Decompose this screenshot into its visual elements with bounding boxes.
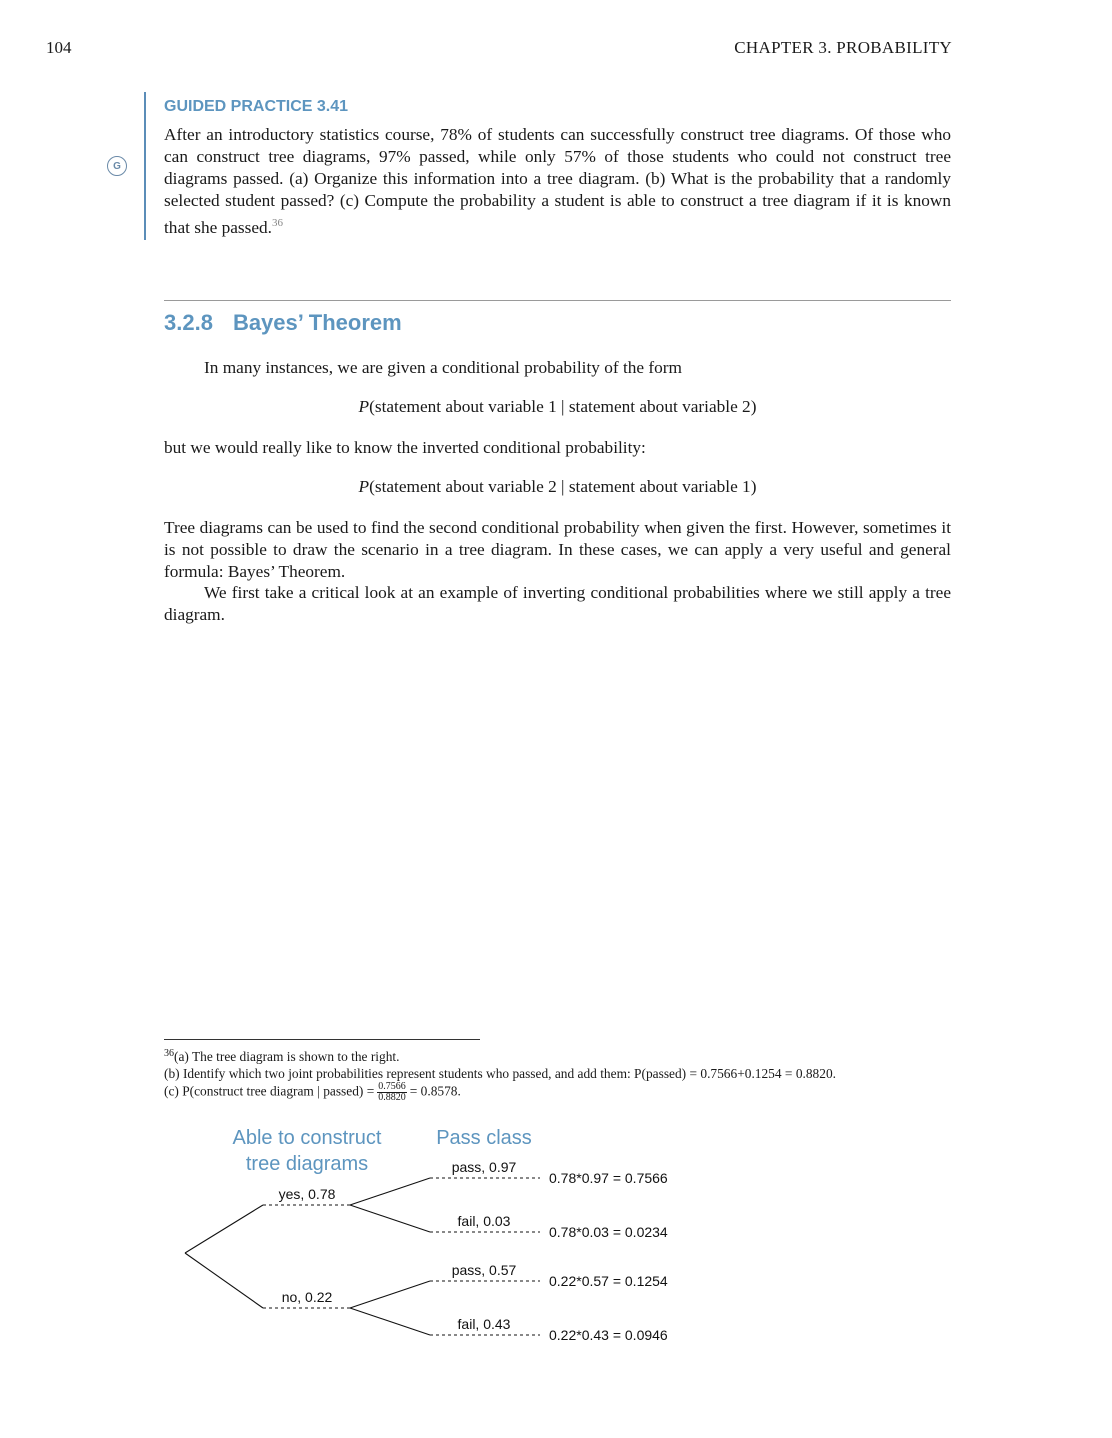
branch-no-pass — [350, 1281, 430, 1308]
guided-practice-badge-icon: G — [107, 156, 127, 176]
footnote-reference[interactable]: 36 — [271, 217, 283, 229]
branch-root-no — [185, 1253, 263, 1308]
formula-inverted-text: (statement about variable 2 | statement about variable 1) — [369, 477, 757, 496]
body-paragraph-2: We first take a critical look at an example of inverting conditional probabilities where we still apply a tree diagram. — [164, 583, 951, 624]
footnote-marker: 36 — [164, 1048, 174, 1059]
guided-practice-text: After an introductory statistics course, 78% of students can successfully construct tree diagrams. Of those who can construct tree diagrams, 97% passed, while only 57% of those students who could not construct tree diagrams passed. (a) Organize this information into a tree diagram. (b) What is the probability that a randomly selected student passed? (c) Compute the probability a student is able to construct a tree diagram if it is known that she passed. — [164, 125, 951, 237]
formula-symbol: P — [358, 477, 370, 496]
tree-diagram — [150, 1120, 770, 1360]
between-paragraph: but we would really like to know the inverted conditional probability: — [164, 438, 646, 457]
section-heading — [164, 310, 402, 336]
formula-forward-text: (statement about variable 1 | statement about variable 2) — [369, 397, 757, 416]
formula-forward — [164, 397, 951, 417]
fraction — [377, 1082, 407, 1103]
joint-probability-3: 0.22*0.57 = 0.1254 — [549, 1273, 668, 1289]
branch-no-fail — [350, 1308, 430, 1335]
tree-header-right: Pass class — [436, 1127, 532, 1149]
branch-yes-pass — [350, 1178, 430, 1205]
branch-label-no-pass: pass, 0.57 — [451, 1262, 517, 1278]
fraction-numerator: 0.7566 — [378, 1081, 406, 1092]
joint-probability-4: 0.22*0.43 = 0.0946 — [549, 1327, 668, 1343]
branch-label-no: no, 0.22 — [281, 1289, 333, 1305]
footnote — [164, 1045, 954, 1103]
formula-inverted — [164, 477, 951, 497]
tree-header-left-line1: Able to construct — [232, 1127, 382, 1149]
branch-label-no-fail: fail, 0.43 — [457, 1316, 511, 1332]
intro-paragraph: In many instances, we are given a conditional probability of the form — [204, 358, 682, 377]
fraction-denominator: 0.8820 — [378, 1092, 406, 1103]
footnote-line-c: (c) P(construct tree diagram | passed) = $\frac{0.7566}{0.8820}$ = 0.8578. — [164, 1081, 461, 1103]
branch-yes-fail — [350, 1205, 430, 1232]
branch-label-yes-fail: fail, 0.03 — [457, 1213, 511, 1229]
branch-label-yes-pass: pass, 0.97 — [451, 1159, 517, 1175]
guided-practice-title: GUIDED PRACTICE 3.41 — [164, 98, 349, 115]
section-title: Bayes’ Theorem — [232, 310, 402, 335]
guided-practice-body — [164, 124, 951, 239]
formula-symbol: P — [358, 397, 370, 416]
tree-header-left-line2: tree diagrams — [245, 1153, 369, 1175]
footnote-rule — [164, 1039, 480, 1040]
branch-label-yes: yes, 0.78 — [278, 1186, 336, 1202]
body-paragraph-1: Tree diagrams can be used to find the second conditional probability when given the first. However, sometimes it is not possible to draw the scenario in a tree diagram. In these cases, we can apply a very useful and general formula: Bayes’ Theorem. — [164, 518, 951, 581]
running-head: CHAPTER 3. PROBABILITY — [734, 38, 952, 57]
section-number: 3.2.8 — [164, 310, 213, 335]
footnote-line-a: $^{36}$(a) The tree diagram is shown to the right. — [164, 1048, 400, 1064]
branch-root-yes — [185, 1205, 263, 1253]
footnote-line-b: (b) Identify which two joint probabilities represent students who passed, and add them: P(passed) = 0.7566+0.1254 = 0.8820. — [164, 1066, 836, 1081]
guided-practice-rule — [144, 92, 146, 240]
joint-probability-1: 0.78*0.97 = 0.7566 — [549, 1170, 668, 1186]
section-rule — [164, 300, 951, 301]
tree-branches — [185, 1178, 540, 1335]
joint-probability-2: 0.78*0.03 = 0.0234 — [549, 1224, 668, 1240]
page-number: 104 — [46, 38, 72, 57]
